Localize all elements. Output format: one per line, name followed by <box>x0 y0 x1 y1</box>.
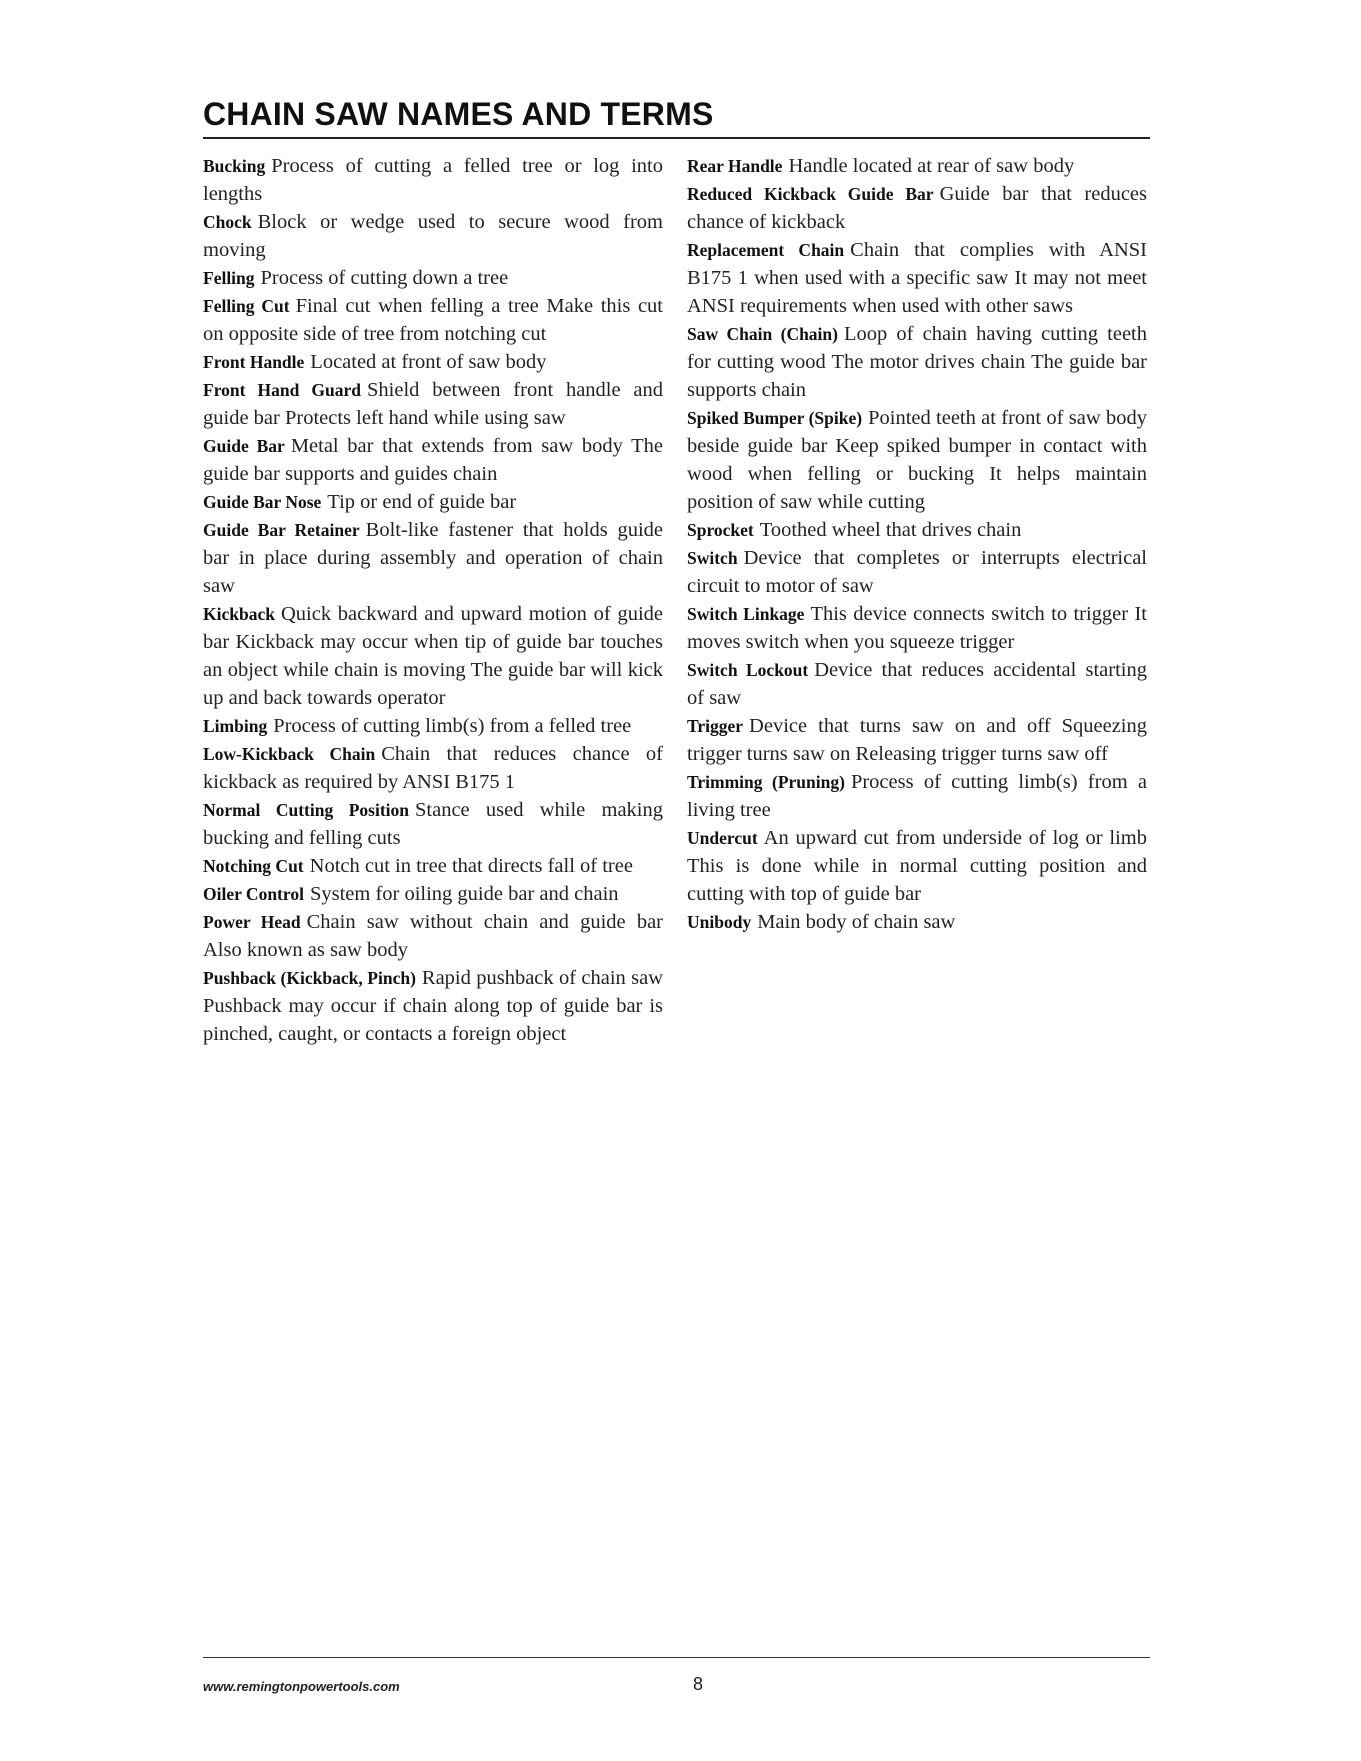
glossary-entry <box>203 964 663 1048</box>
glossary-term: Bucking <box>203 156 266 176</box>
glossary-entry <box>203 712 663 740</box>
glossary-term: Power Head <box>203 912 301 932</box>
glossary-term: Trigger <box>687 716 744 736</box>
page-number: 8 <box>693 1674 704 1694</box>
glossary-entry <box>203 152 663 208</box>
glossary-entry <box>687 404 1147 516</box>
glossary-term: Notching Cut <box>203 856 304 876</box>
glossary-definition: This device connects switch to trigger It moves switch when you squeeze trigger <box>687 603 1147 653</box>
glossary-definition: Chain that reduces chance of kickback as required by ANSI B175 1 <box>203 743 664 793</box>
glossary-term: Replacement Chain <box>687 240 845 260</box>
glossary-definition: Tip or end of guide bar <box>327 491 517 513</box>
glossary-term: Sprocket <box>687 520 754 540</box>
glossary-entry <box>687 712 1147 768</box>
glossary-definition: Loop of chain having cutting teeth for cutting wood The motor drives chain The guide bar supports chain <box>687 323 1147 401</box>
glossary-term: Felling <box>203 268 255 288</box>
glossary-definition: Stance used while making bucking and felling cuts <box>203 799 663 849</box>
title-divider <box>203 137 1150 139</box>
glossary-entry <box>687 516 1147 544</box>
glossary-definition: Process of cutting a felled tree or log into lengths <box>203 155 663 205</box>
glossary-left-column <box>203 152 663 1048</box>
glossary-definition: Pointed teeth at front of saw body beside guide bar Keep spiked bumper in contact with wood when felling or bucking It helps maintain position of saw while cutting <box>687 407 1147 513</box>
glossary-entry <box>687 656 1147 712</box>
footer-divider <box>203 1657 1150 1658</box>
glossary-entry <box>687 236 1147 320</box>
glossary-entry <box>203 740 663 796</box>
glossary-entry <box>203 880 663 908</box>
glossary-term: Front Handle <box>203 352 305 372</box>
glossary-term: Trimming (Pruning) <box>687 772 845 792</box>
glossary-entry <box>687 768 1147 824</box>
glossary-term: Kickback <box>203 604 275 624</box>
glossary-term: Low-Kickback Chain <box>203 744 376 764</box>
glossary-term: Switch Lockout <box>687 660 809 680</box>
glossary-entry <box>203 376 663 432</box>
glossary-entry <box>203 432 663 488</box>
glossary-entry <box>203 348 663 376</box>
glossary-definition: Main body of chain saw <box>757 911 956 933</box>
glossary-definition: Process of cutting limb(s) from a felled tree <box>273 715 632 737</box>
glossary-entry <box>203 908 663 964</box>
glossary-term: Unibody <box>687 912 752 932</box>
glossary-entry <box>203 488 663 516</box>
glossary-definition: Device that turns saw on and off Squeezing trigger turns saw on Releasing trigger turns saw off <box>687 715 1147 765</box>
glossary-entry <box>687 824 1147 908</box>
glossary-term: Undercut <box>687 828 758 848</box>
glossary-entry <box>687 180 1147 236</box>
glossary-entry <box>203 208 663 264</box>
glossary-definition: Handle located at rear of saw body <box>788 155 1075 177</box>
glossary-entry <box>687 600 1147 656</box>
glossary-entry <box>687 152 1147 180</box>
glossary-entry <box>687 908 1147 936</box>
glossary-definition: Rapid pushback of chain saw Pushback may occur if chain along top of guide bar is pinched, caught, or contacts a foreign object <box>203 967 663 1045</box>
glossary-term: Switch Linkage <box>687 604 805 624</box>
glossary-entry <box>687 320 1147 404</box>
glossary-term: Reduced Kickback Guide Bar <box>687 184 934 204</box>
glossary-definition: Device that completes or interrupts electrical circuit to motor of saw <box>687 547 1147 597</box>
glossary-definition: Process of cutting down a tree <box>260 267 509 289</box>
page-title: CHAIN SAW NAMES AND TERMS <box>203 96 714 132</box>
glossary-definition: Process of cutting limb(s) from a living tree <box>687 771 1147 821</box>
glossary-term: Guide Bar Nose <box>203 492 322 512</box>
glossary-definition: Device that reduces accidental starting of saw <box>687 659 1147 709</box>
glossary-term: Pushback (Kickback, Pinch) <box>203 968 416 988</box>
glossary-term: Spiked Bumper (Spike) <box>687 408 863 428</box>
glossary-term: Normal Cutting Position <box>203 800 409 820</box>
glossary-term: Rear Handle <box>687 156 783 176</box>
glossary-definition: System for oiling guide bar and chain <box>309 883 619 905</box>
glossary-definition: Final cut when felling a tree Make this cut on opposite side of tree from notching cut <box>203 295 663 345</box>
glossary-entry <box>203 796 663 852</box>
glossary-term: Oiler Control <box>203 884 304 904</box>
glossary-definition: Shield between front handle and guide bar Protects left hand while using saw <box>203 379 664 429</box>
glossary-entry <box>203 516 663 600</box>
footer-url[interactable]: www.remingtonpowertools.com <box>203 1679 400 1694</box>
glossary-entry <box>203 600 663 712</box>
glossary-definition: An upward cut from underside of log or limb This is done while in normal cutting position and cutting with top of guide bar <box>687 827 1147 905</box>
glossary-term: Felling Cut <box>203 296 290 316</box>
glossary-definition: Bolt-like fastener that holds guide bar in place during assembly and operation of chain saw <box>203 519 663 597</box>
glossary-term: Limbing <box>203 716 268 736</box>
glossary-definition: Chain that complies with ANSI B175 1 when used with a specific saw It may not meet ANSI requirements when used with other saws <box>687 239 1148 317</box>
glossary-definition: Metal bar that extends from saw body The guide bar supports and guides chain <box>203 435 663 485</box>
glossary-term: Saw Chain (Chain) <box>687 324 838 344</box>
glossary-definition: Toothed wheel that drives chain <box>759 519 1022 541</box>
glossary-definition: Guide bar that reduces chance of kickback <box>687 183 1147 233</box>
glossary-definition: Chain saw without chain and guide bar Also known as saw body <box>203 911 663 961</box>
glossary-term: Chock <box>203 212 252 232</box>
glossary-entry <box>203 852 663 880</box>
glossary-term: Switch <box>687 548 738 568</box>
glossary-entry <box>203 292 663 348</box>
glossary-definition: Quick backward and upward motion of guide bar Kickback may occur when tip of guide bar touches an object while chain is moving The guide bar will kick up and back towards operator <box>203 603 663 709</box>
glossary-term: Front Hand Guard <box>203 380 361 400</box>
glossary-definition: Block or wedge used to secure wood from moving <box>203 211 663 261</box>
glossary-entry <box>687 544 1147 600</box>
glossary-definition: Notch cut in tree that directs fall of tree <box>309 855 633 877</box>
glossary-entry <box>203 264 663 292</box>
glossary-term: Guide Bar <box>203 436 285 456</box>
glossary-term: Guide Bar Retainer <box>203 520 360 540</box>
glossary-definition: Located at front of saw body <box>310 351 547 373</box>
glossary-right-column <box>687 152 1147 936</box>
